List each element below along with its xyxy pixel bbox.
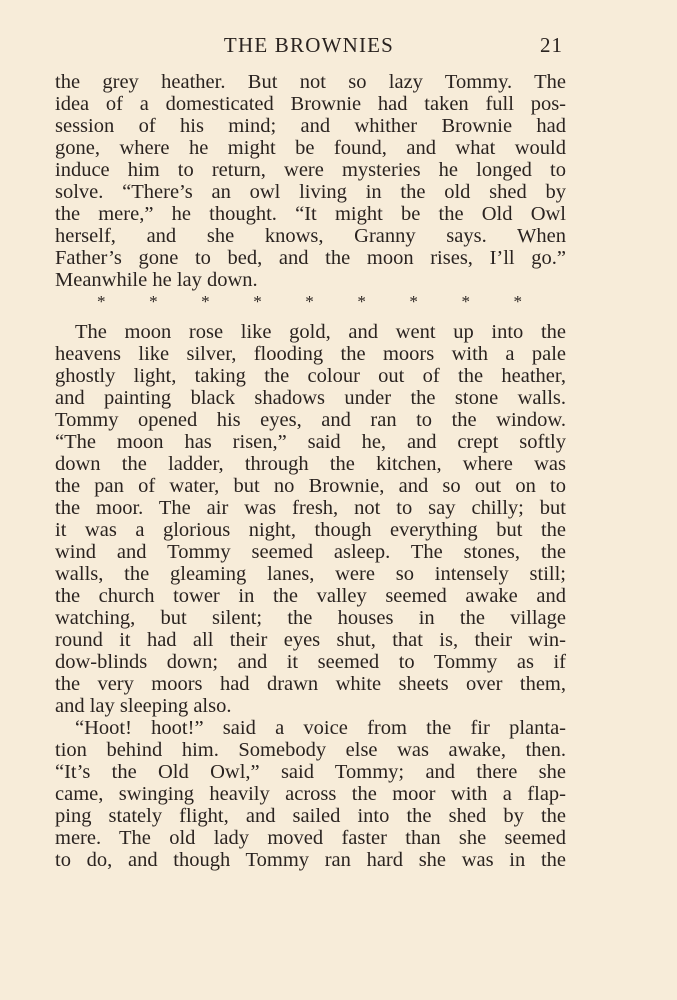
text-line: down the ladder, through the kitchen, where was (55, 453, 566, 475)
separator-asterisk: * (253, 292, 262, 311)
page-header (0, 30, 677, 60)
text-line: session of his mind; and whither Brownie had (55, 115, 566, 137)
text-line: came, swinging heavily across the moor with a flap- (55, 783, 566, 805)
text-line: the grey heather. But not so lazy Tommy. The (55, 71, 566, 93)
text-line: Tommy opened his eyes, and ran to the window. (55, 409, 566, 431)
separator-asterisk: * (513, 292, 522, 311)
text-line: tion behind him. Somebody else was awake, then. (55, 739, 566, 761)
text-line: ghostly light, taking the colour out of the heather, (55, 365, 566, 387)
text-line: induce him to return, were mysteries he longed to (55, 159, 566, 181)
text-line: “Hoot! hoot!” said a voice from the fir planta- (75, 717, 566, 739)
text-line: heavens like silver, flooding the moors with a pale (55, 343, 566, 365)
text-line: Father’s gone to bed, and the moon rises, I’ll go.” (55, 247, 566, 269)
text-line: the moor. The air was fresh, not to say chilly; but (55, 497, 566, 519)
text-line: the very moors had drawn white sheets over them, (55, 673, 566, 695)
text-line: ping stately flight, and sailed into the shed by the (55, 805, 566, 827)
paragraph (55, 717, 566, 871)
text-line: walls, the gleaming lanes, were so intensely still; (55, 563, 566, 585)
text-line: to do, and though Tommy ran hard she was in the (55, 849, 566, 871)
text-line: The moon rose like gold, and went up into the (75, 321, 566, 343)
text-line: it was a glorious night, though everything but the (55, 519, 566, 541)
paragraph (55, 321, 566, 717)
text-line: round it had all their eyes shut, that is, their win- (55, 629, 566, 651)
text-line: mere. The old lady moved faster than she seemed (55, 827, 566, 849)
text-line: solve. “There’s an owl living in the old shed by (55, 181, 566, 203)
text-line: idea of a domesticated Brownie had taken full pos- (55, 93, 566, 115)
section-separator (55, 291, 566, 313)
text-line: watching, but silent; the houses in the village (55, 607, 566, 629)
text-line: dow-blinds down; and it seemed to Tommy as if (55, 651, 566, 673)
text-line: wind and Tommy seemed asleep. The stones, the (55, 541, 566, 563)
separator-asterisk: * (461, 292, 470, 311)
text-line: the church tower in the valley seemed awake and (55, 585, 566, 607)
text-line: and painting black shadows under the stone walls. (55, 387, 566, 409)
text-line: gone, where he might be found, and what would (55, 137, 566, 159)
text-line: herself, and she knows, Granny says. When (55, 225, 566, 247)
body-text (55, 71, 566, 871)
separator-asterisk: * (409, 292, 418, 311)
separator-asterisk: * (97, 292, 106, 311)
separator-asterisk: * (201, 292, 210, 311)
separator-asterisk: * (149, 292, 158, 311)
running-title: THE BROWNIES (223, 33, 395, 57)
text-line: “It’s the Old Owl,” said Tommy; and there she (55, 761, 566, 783)
paragraph (55, 71, 566, 291)
page-number: 21 (540, 33, 563, 57)
text-line: Meanwhile he lay down. (55, 269, 258, 291)
text-line: “The moon has risen,” said he, and crept softly (55, 431, 566, 453)
separator-asterisk: * (305, 292, 314, 311)
text-line: the pan of water, but no Brownie, and so out on to (55, 475, 566, 497)
text-line: and lay sleeping also. (55, 695, 232, 717)
text-line: the mere,” he thought. “It might be the Old Owl (55, 203, 566, 225)
separator-asterisk: * (357, 292, 366, 311)
